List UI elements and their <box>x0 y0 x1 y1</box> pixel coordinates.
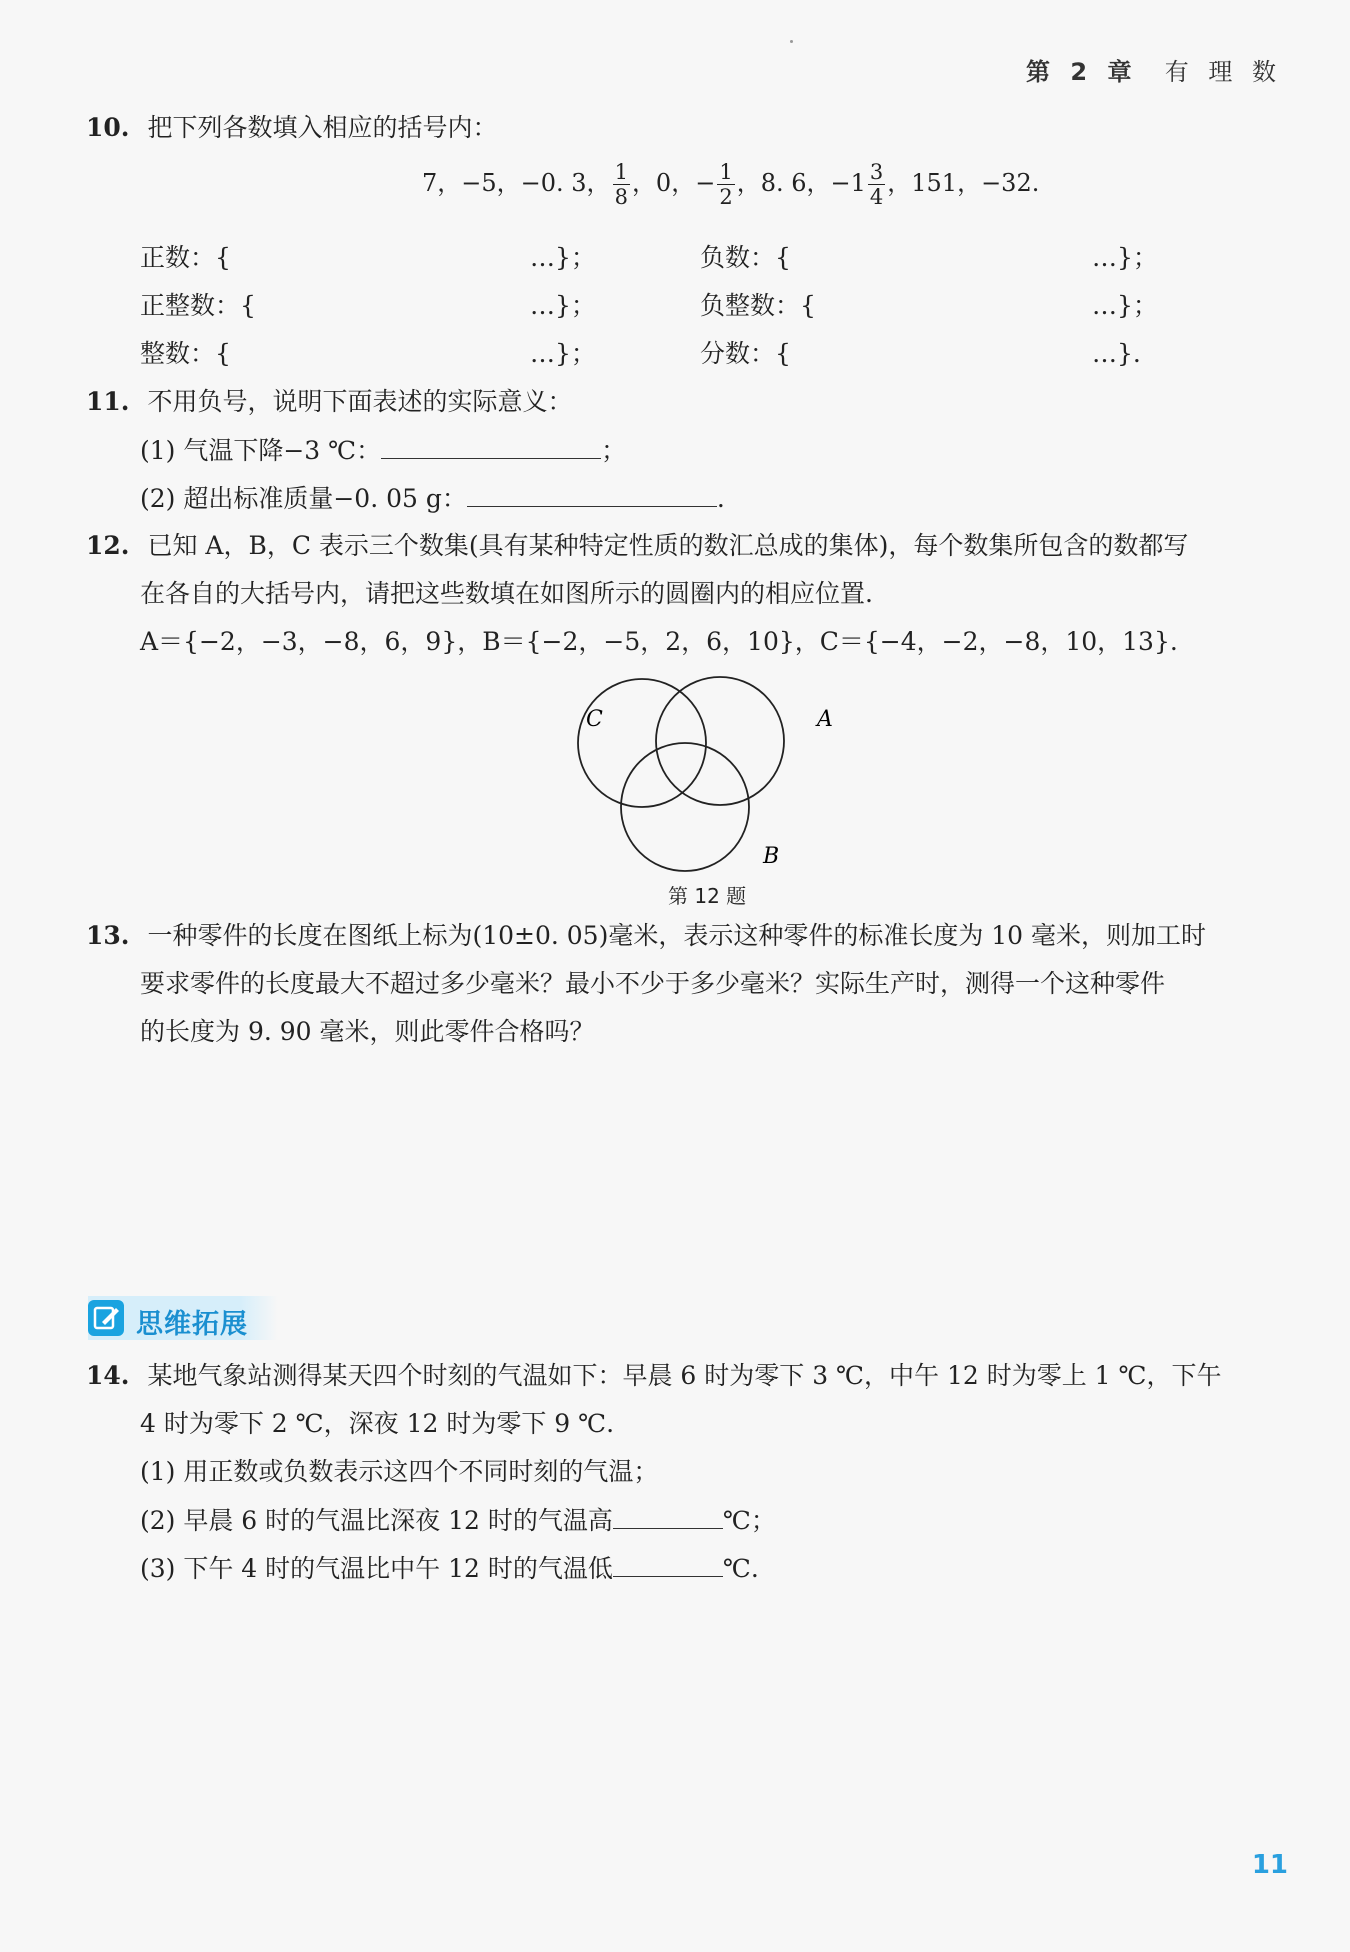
section-badge <box>88 1296 278 1340</box>
circle-a <box>656 677 784 805</box>
unit: ℃； <box>722 1506 776 1535</box>
punctuation: . <box>716 484 725 513</box>
q10-prompt-row <box>86 110 497 146</box>
q10-number: 10. <box>86 113 130 142</box>
fill-row-end <box>530 288 596 324</box>
q14-number: 14. <box>86 1361 130 1390</box>
fill-row-positive <box>140 240 231 276</box>
category-label: 正数：{ <box>140 243 231 272</box>
answer-blank[interactable] <box>613 1502 723 1529</box>
q14-text-1: 某地气象站测得某天四个时刻的气温如下：早晨 6 时为零下 3 ℃，中午 12 时为零上 1 ℃，下午 <box>147 1361 1222 1390</box>
q12-line-2 <box>140 576 873 612</box>
category-end: …}； <box>1092 243 1158 272</box>
fill-row-end <box>530 240 596 276</box>
chapter-title: 有 理 数 <box>1164 58 1282 86</box>
venn-diagram <box>560 665 860 885</box>
category-label: 负整数：{ <box>700 291 816 320</box>
dot-mark <box>790 40 793 43</box>
q11-item-2 <box>140 480 725 517</box>
q14-item-1 <box>140 1454 658 1490</box>
q14-line-2 <box>140 1406 614 1442</box>
category-end: …}； <box>530 243 596 272</box>
fraction-1-8 <box>613 160 630 209</box>
q14-item-3-text: (3) 下午 4 时的气温比中午 12 时的气温低 <box>140 1554 613 1583</box>
q12-line-1 <box>86 528 1188 564</box>
q11-number: 11. <box>86 387 130 416</box>
fill-row-negative-integer <box>700 288 816 324</box>
number-list-part: 7，−5，−0. 3， <box>422 169 611 197</box>
fill-row-negative <box>700 240 791 276</box>
section-title: 思维拓展 <box>136 1309 248 1340</box>
number-list-part: ，151，−32. <box>887 169 1040 197</box>
chapter-header <box>1026 52 1282 87</box>
q14-item-2-text: (2) 早晨 6 时的气温比深夜 12 时的气温高 <box>140 1506 613 1535</box>
answer-blank[interactable] <box>613 1550 723 1577</box>
q12-text-1: 已知 A，B，C 表示三个数集(具有某种特定性质的数汇总成的集体)，每个数集所包含的数都写 <box>147 531 1189 560</box>
category-label: 负数：{ <box>700 243 791 272</box>
q10-number-list <box>422 160 1039 209</box>
label-c: C <box>586 707 603 732</box>
category-label: 正整数：{ <box>140 291 256 320</box>
q11-item-1 <box>140 432 626 469</box>
q14-item-1-text: (1) 用正数或负数表示这四个不同时刻的气温； <box>140 1457 659 1486</box>
unit: ℃. <box>722 1554 759 1583</box>
fill-row-end <box>1092 288 1158 324</box>
fill-row-fraction <box>700 336 791 372</box>
q13-text-1: 一种零件的长度在图纸上标为(10±0. 05)毫米，表示这种零件的标准长度为 10 毫米，则加工时 <box>147 921 1207 950</box>
q12-text-2: 在各自的大括号内，请把这些数填在如图所示的圆圈内的相应位置. <box>140 579 873 608</box>
fill-row-integer <box>140 336 231 372</box>
q13-text-2: 要求零件的长度最大不超过多少毫米？最小不少于多少毫米？实际生产时，测得一个这种零件 <box>140 969 1166 998</box>
pencil-icon <box>88 1300 124 1336</box>
q12-line-3 <box>140 624 1178 660</box>
q13-line-1 <box>86 918 1206 954</box>
answer-blank[interactable] <box>381 432 601 459</box>
chapter-number: 第 2 章 <box>1026 58 1138 86</box>
punctuation: ； <box>601 436 627 465</box>
q13-line-3 <box>140 1014 595 1050</box>
fraction-3-4 <box>868 160 885 209</box>
fraction-denominator: 2 <box>719 185 733 209</box>
fill-row-positive-integer <box>140 288 256 324</box>
page-number: 11 <box>1251 1850 1288 1880</box>
q12-number: 12. <box>86 531 130 560</box>
figure-caption: 第 12 题 <box>668 884 747 908</box>
fraction-numerator: 3 <box>869 160 884 184</box>
fraction-1-2 <box>717 160 734 209</box>
category-end: …}； <box>530 339 596 368</box>
q14-item-3 <box>140 1550 759 1587</box>
number-list-part: ，8. 6，−1 <box>736 169 866 197</box>
q13-text-3: 的长度为 9. 90 毫米，则此零件合格吗？ <box>140 1017 595 1046</box>
q11-item-1-text: (1) 气温下降−3 ℃： <box>140 436 382 465</box>
label-b: B <box>763 844 780 869</box>
q11-prompt-row <box>86 384 572 420</box>
fill-row-end <box>1092 336 1141 372</box>
category-label: 分数：{ <box>700 339 791 368</box>
q12-text-3: A＝{−2，−3，−8，6，9}，B＝{−2，−5，2，6，10}，C＝{−4，−2，−8，10，13}. <box>140 627 1178 656</box>
q14-line-1 <box>86 1358 1222 1394</box>
q11-prompt: 不用负号，说明下面表述的实际意义： <box>147 387 573 416</box>
fraction-denominator: 4 <box>869 185 884 209</box>
fraction-numerator: 1 <box>719 160 733 184</box>
category-end: …}； <box>530 291 596 320</box>
fraction-denominator: 8 <box>614 185 628 209</box>
q11-item-2-text: (2) 超出标准质量−0. 05 g： <box>140 484 467 513</box>
fill-row-end <box>1092 240 1158 276</box>
answer-blank[interactable] <box>467 480 717 507</box>
label-a: A <box>817 707 833 732</box>
q10-prompt: 把下列各数填入相应的括号内： <box>147 113 498 142</box>
q13-line-2 <box>140 966 1165 1002</box>
category-end: …}； <box>1092 291 1158 320</box>
category-end: …}. <box>1092 339 1141 368</box>
fill-row-end <box>530 336 596 372</box>
fraction-numerator: 1 <box>614 160 628 184</box>
number-list-part: ，0，− <box>631 169 716 197</box>
q14-item-2 <box>140 1502 776 1539</box>
q13-number: 13. <box>86 921 130 950</box>
category-label: 整数：{ <box>140 339 231 368</box>
q14-text-2: 4 时为零下 2 ℃，深夜 12 时为零下 9 ℃. <box>140 1409 615 1438</box>
